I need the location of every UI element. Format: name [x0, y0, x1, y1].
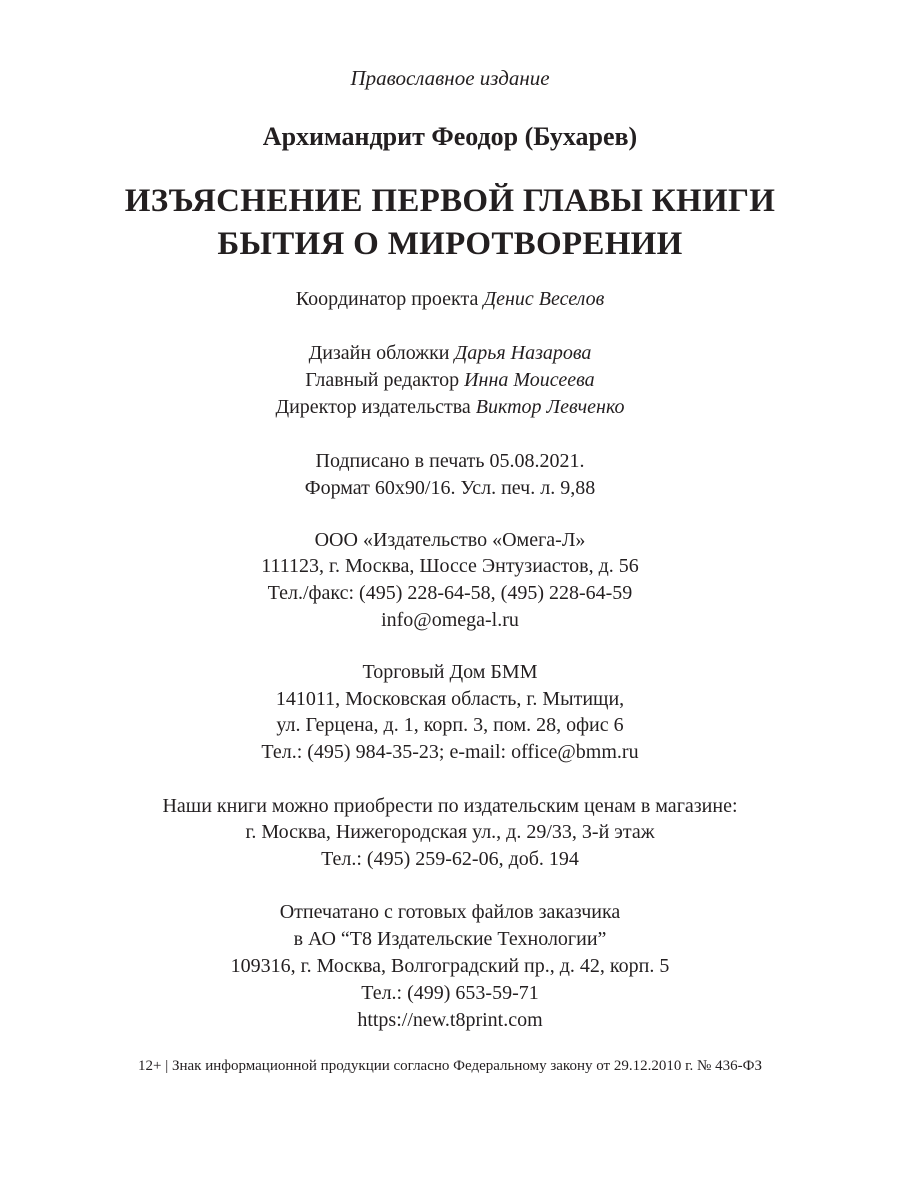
- publisher-name: ООО «Издательство «Омега-Л»: [314, 529, 586, 551]
- credit-role: Координатор проекта: [295, 288, 479, 310]
- trade-house-address-2: ул. Герцена, д. 1, корп. 3, пом. 28, офис 6: [276, 714, 624, 736]
- author-name: Архимандрит Феодор (Бухарев): [262, 122, 638, 151]
- printer-line-1: Отпечатано с готовых файлов заказчика: [279, 901, 621, 923]
- printer-url: https://new.t8print.com: [357, 1009, 543, 1031]
- credit-role: Главный редактор: [305, 369, 460, 391]
- age-rating-footer: 12+ | Знак информационной продукции согласно Федеральному закону от 29.12.2010 г. № 436-ФЗ: [138, 1058, 762, 1074]
- credit-role: Директор издательства: [275, 396, 471, 418]
- printer-line-4: Тел.: (499) 653-59-71: [361, 982, 539, 1004]
- series-label: Православное издание: [350, 66, 550, 90]
- credit-cover-design: [0, 342, 900, 365]
- trade-house-contacts: Тел.: (495) 984-35-23; e-mail: office@bmm.ru: [261, 741, 639, 763]
- publisher-address: 111123, г. Москва, Шоссе Энтузиастов, д. 56: [261, 555, 639, 577]
- publisher-phone: Тел./факс: (495) 228-64-58, (495) 228-64-59: [267, 582, 633, 604]
- shop-line-2: г. Москва, Нижегородская ул., д. 29/33, 3-й этаж: [245, 821, 655, 843]
- credit-role: Дизайн обложки: [308, 342, 450, 364]
- credit-name: Денис Веселов: [483, 288, 605, 310]
- trade-house-name: Торговый Дом БММ: [362, 661, 538, 683]
- book-title-line-2: БЫТИЯ О МИРОТВОРЕНИИ: [217, 226, 683, 262]
- credit-name: Дарья Назарова: [454, 342, 592, 364]
- print-signed-date: Подписано в печать 05.08.2021.: [315, 450, 585, 472]
- credit-chief-editor: [0, 369, 900, 392]
- credit-name: Инна Моисеева: [464, 369, 595, 391]
- printer-line-3: 109316, г. Москва, Волгоградский пр., д. 42, корп. 5: [230, 955, 670, 977]
- book-title-line-1: ИЗЪЯСНЕНИЕ ПЕРВОЙ ГЛАВЫ КНИГИ: [124, 183, 776, 219]
- print-format: Формат 60х90/16. Усл. печ. л. 9,88: [304, 477, 596, 499]
- printer-line-2: в АО “Т8 Издательские Технологии”: [293, 928, 607, 950]
- credit-name: Виктор Левченко: [475, 396, 625, 418]
- shop-line-1: Наши книги можно приобрести по издательским ценам в магазине:: [162, 795, 738, 817]
- credit-director: [0, 396, 900, 419]
- publisher-email: info@omega-l.ru: [381, 609, 519, 631]
- credit-coordinator: [0, 288, 900, 311]
- shop-line-3: Тел.: (495) 259-62-06, доб. 194: [321, 848, 579, 870]
- trade-house-address-1: 141011, Московская область, г. Мытищи,: [275, 688, 625, 710]
